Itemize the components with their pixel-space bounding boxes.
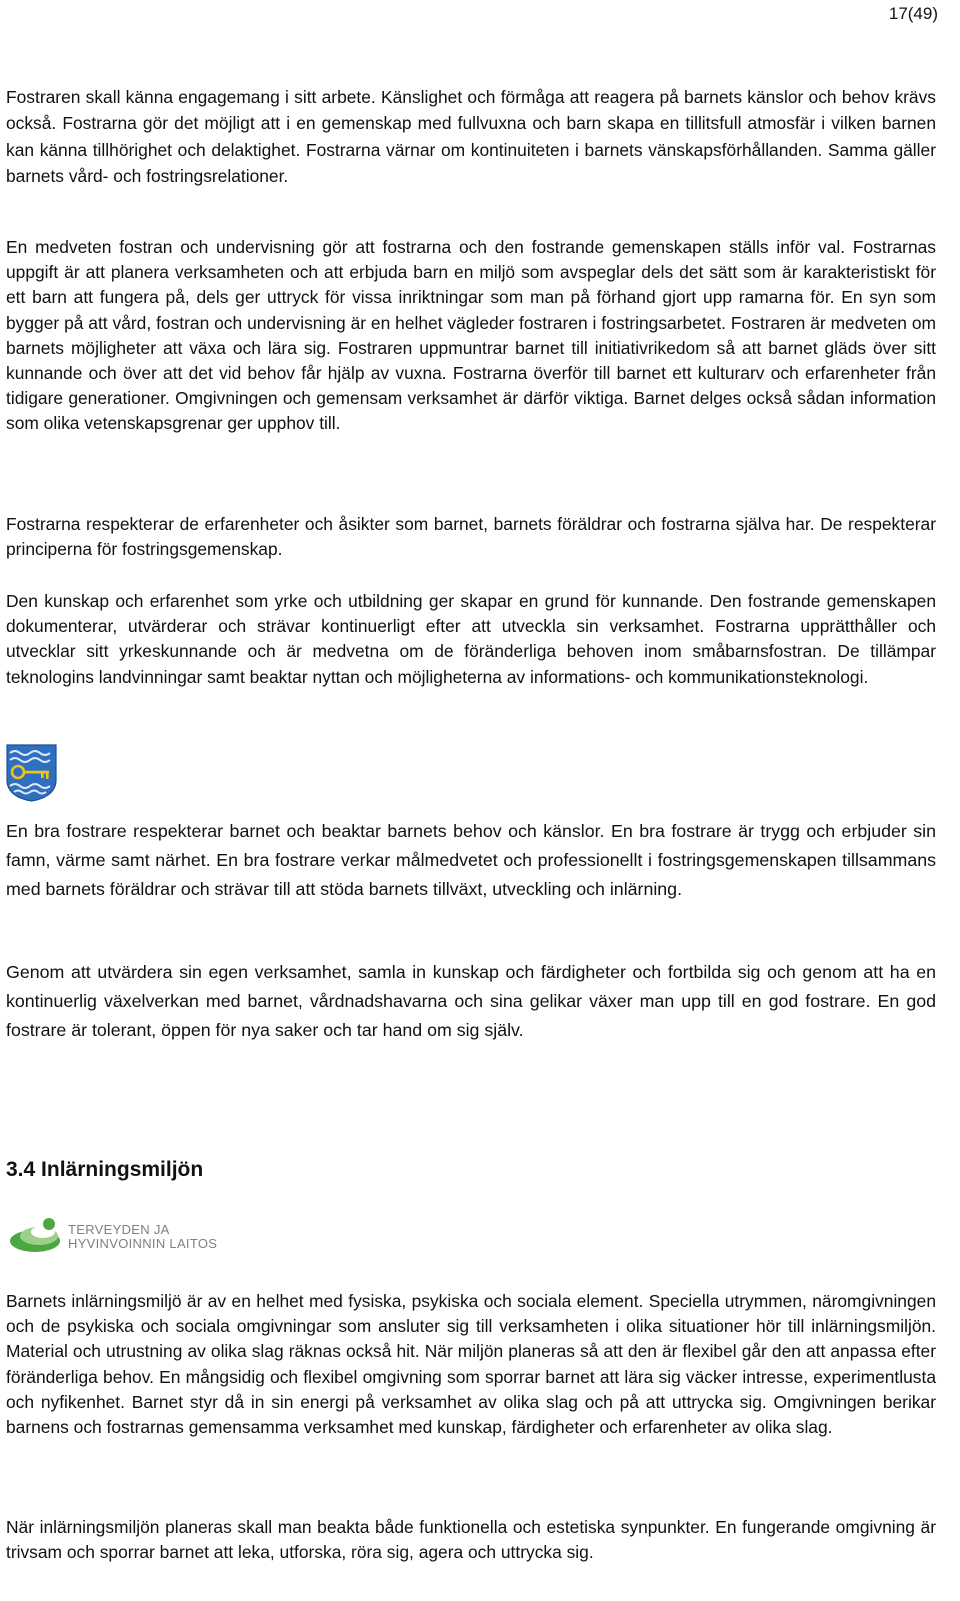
thl-logo-line-1: TERVEYDEN JA <box>68 1222 170 1237</box>
paragraph-respect: Fostrarna respekterar de erfarenheter och åsikter som barnet, barnets föräldrar och fostrarna själva har. De respekterar principerna för fostringsgemenskap. <box>6 514 936 560</box>
paragraph-planning: När inlärningsmiljön planeras skall man beakta både funktionella och estetiska synpunkter. En fungerande omgivning är trivsam och sporrar barnet att leka, utforska, röra sig, agera och uttrycka sig. <box>6 1517 936 1563</box>
paragraph-conscious-education: En medveten fostran och undervisning gör att fostrarna och den fostrande gemenskapen ställs inför val. Fostrarnas uppgift är att planera verksamheten och att erbjuda barn en miljö som avspeglar dels det sätt som är karakteristiskt för ett barn att fungera på, dels ger uttryck för vissa inriktningar som man på förhand gjort upp ramarna för. En syn som bygger på att vård, fostran och undervisning är en helhet vägleder fostraren i fostringsarbetet. Fostraren är medveten om barnets möjligheter att växa och lära sig. Fostraren uppmuntrar barnet till initiativrikedom så att barnet gläds över sitt kunnande och över att det vid behov får hjälp av vuxna. Fostrarna överför till barnet ett kulturarv och erfarenheter från tidigare generationer. Omgivningen och gemensam verksamhet är därför viktiga. Barnet delges också sådan information som olika vetenskapsgrenar ger upphov till. <box>6 237 936 434</box>
paragraph-good-educator: En bra fostrare respekterar barnet och beaktar barnets behov och känslor. En bra fostrare är trygg och erbjuder sin famn, värme samt närhet. En bra fostrare verkar målmedvetet och professionellt i fostringsgemenskapen tillsammans med barnets föräldrar och strävar till att stöda barnets tillväxt, utveckling och inlärning. <box>6 821 936 900</box>
thl-logo-text <box>68 1223 248 1251</box>
page-number: 17(49) <box>888 4 938 23</box>
thl-logo-line-2: HYVINVOINNIN LAITOS <box>68 1236 218 1251</box>
paragraph-engagement: Fostraren skall känna engagemang i sitt arbete. Känslighet och förmåga att reagera på barnets känslor och behov krävs också. Fostrarna gör det möjligt att i en gemenskap med fullvuxna och barn skapa en tillitsfull atmosfär i vilken barnen kan känna tillhörighet och delaktighet. Fostrarna värnar om kontinuiteten i barnets vänskapsförhållanden. Samma gäller barnets vård- och fostringsrelationer. <box>6 87 936 187</box>
thl-logo <box>8 1214 248 1262</box>
thl-logo-mark-icon <box>8 1214 64 1258</box>
paragraph-evaluation: Genom att utvärdera sin egen verksamhet, samla in kunskap och färdigheter och fortbilda sig och genom att ha en kontinuerlig växelverkan med barnet, vårdnadshavarna och sina gelikar växer man upp till en god fostrare. En god fostrare är tolerant, öppen för nya saker och tar hand om sig själv. <box>6 962 936 1041</box>
section-heading: 3.4 Inlärningsmiljön <box>6 1158 204 1181</box>
paragraph-learning-environment: Barnets inlärningsmiljö är av en helhet med fysiska, psykiska och sociala element. Speciella utrymmen, näromgivningen och de psykiska och sociala omgivningar som ansluter sig till verksamheten i olika situationer hör till inlärningsmiljön. Material och utrustning av olika slag räknas också hit. När miljön planeras så att den är flexibel går den att anpassa efter föränderliga behov. En mångsidig och flexibel omgivning som sporrar barnet att lära sig väcker intresse, experimentlusta och nyfikenhet. Barnet styr då in sin energi på verksamhet av olika slag och på att uttrycka sig. Omgivningen berikar barnens och fostrarnas gemensamma verksamhet med kunskap, färdigheter och erfarenheter av olika slag. <box>6 1291 936 1438</box>
paragraph-knowledge: Den kunskap och erfarenhet som yrke och utbildning ger skapar en grund för kunnande. Den fostrande gemenskapen dokumenterar, utvärderar och strävar kontinuerligt efter att utveckla sin verksamhet. Fostrarna upprätthåller och utvecklar sitt yrkeskunnande och är medvetna om de föränderliga behoven inom småbarnsfostran. De tillämpar teknologins landvinningar samt beaktar nyttan och möjligheterna av informations- och kommunikationsteknologi. <box>6 591 936 687</box>
coat-of-arms-icon <box>6 744 57 802</box>
